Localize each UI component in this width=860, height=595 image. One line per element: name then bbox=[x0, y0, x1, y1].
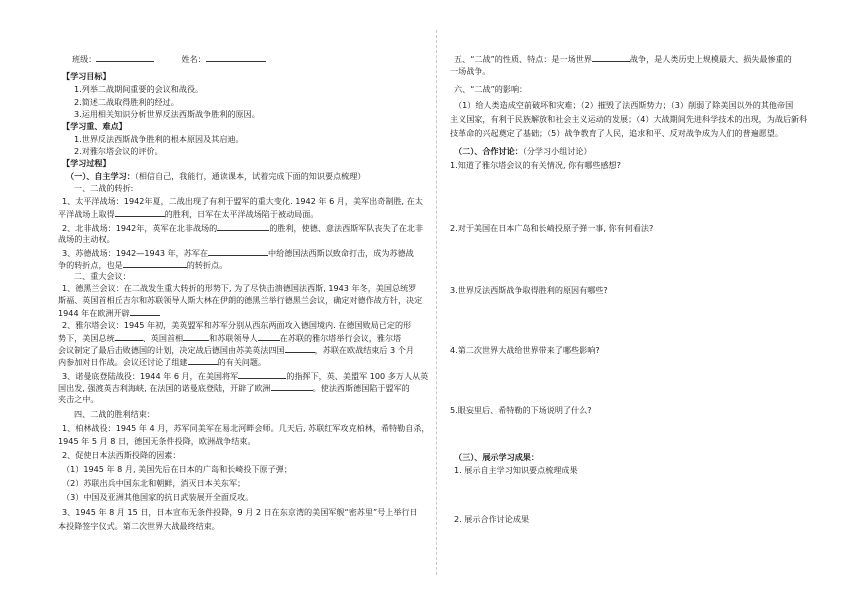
paragraph-line: （1）给人类造成空前破坏和灾难；（2）摧毁了法西斯势力；（3）削弱了除美国以外的其他帝国 bbox=[454, 100, 794, 110]
paragraph-line: 国出发, 强渡英吉利海峡, 在法国的诺曼底登陆，开辟了欧洲 。使法西斯德国陷于盟军的 bbox=[58, 383, 410, 393]
section-title: 二、重大会议： bbox=[74, 271, 131, 281]
paragraph-line: 主义国家，有利于民族解放和社会主义运动的发展；（4）大战期间先进科学技术的出现，为战后新科 bbox=[450, 114, 808, 124]
paragraph-line: 1945 年 5 月 8 日，德国无条件投降，欧洲战争结束。 bbox=[58, 436, 256, 446]
paragraph-line: 五、“二战”的性质、特点：是一场世界 战争，是人类历史上规模最大、损失最惨重的 bbox=[454, 54, 792, 64]
class-label: 班级： bbox=[72, 54, 97, 64]
paragraph-line: 内参加对日作战。会议还讨论了组建 的有关问题。 bbox=[58, 357, 267, 367]
paragraph-line: 技革命的兴起奠定了基础；（5）战争教育了人民，追求和平、反对战争成为人们的普遍愿望。 bbox=[450, 128, 783, 138]
paragraph-line: 1、太平洋战场：1942年夏，二战出现了有利于盟军的重大变化. 1942 年 6 月，美军出奇制胜, 在太 bbox=[62, 196, 423, 206]
list-item: （2）苏联出兵中国东北和朝鲜，消灭日本关东军； bbox=[62, 478, 246, 488]
paragraph-line: 本投降签字仪式。第二次世界大战最终结束。 bbox=[58, 521, 220, 531]
fill-blank[interactable] bbox=[115, 332, 143, 341]
paragraph-line: 1944 年在欧洲开辟 bbox=[58, 307, 160, 319]
list-item: （3）中国及亚洲其他国家的抗日武装展开全面反攻。 bbox=[62, 492, 254, 502]
discuss-title: （二）、合作讨论： bbox=[454, 146, 523, 156]
fill-blank[interactable] bbox=[188, 356, 218, 365]
fill-blank[interactable] bbox=[130, 307, 160, 316]
goal-item: 2.简述二战取得胜利的经过。 bbox=[74, 97, 179, 107]
paragraph-line: 斯福、英国首相丘吉尔和苏联领导人斯大林在伊朗的德黑兰举行德黑兰会议，确定对德作战方针，决定 bbox=[58, 295, 423, 305]
paragraph-line: 平洋战场上取得 的胜利，日军在太平洋战场陷于被动局面。 bbox=[58, 209, 319, 219]
question-item: 5.眼妄里后、希特勒的下场说明了什么? bbox=[450, 405, 592, 415]
question-item: 3.世界反法西斯战争取得胜利的原因有哪些? bbox=[450, 285, 608, 295]
paragraph-line: 夹击之中。 bbox=[58, 394, 99, 404]
fill-blank[interactable] bbox=[183, 332, 209, 341]
paragraph-line: 争的转折点，也是 的转折点。 bbox=[58, 260, 228, 270]
key-item: 2.对雅尔塔会议的评价。 bbox=[74, 146, 163, 156]
fill-blank[interactable] bbox=[208, 247, 268, 256]
section-title: 六、“二战”的影响： bbox=[454, 84, 528, 94]
discuss-heading bbox=[454, 146, 592, 157]
fill-blank[interactable] bbox=[115, 208, 165, 217]
paragraph-line: 会议制定了最后击败德国的计划，决定战后德国由苏美英法四国 ，苏联在欧战结束后 3 个月 bbox=[58, 345, 414, 355]
name-blank[interactable] bbox=[206, 53, 266, 62]
fill-blank[interactable] bbox=[271, 382, 313, 391]
goals-heading: 【学习目标】 bbox=[62, 71, 111, 81]
process-heading: 【学习过程】 bbox=[62, 158, 111, 168]
show-item: 2. 展示合作讨论成果 bbox=[454, 514, 530, 524]
self-study-note: （相信自己，我能行，通读课本，试着完成下面的知识要点梳理） bbox=[134, 171, 366, 181]
paragraph-line: 一场战争。 bbox=[450, 66, 491, 76]
fill-blank[interactable] bbox=[123, 259, 187, 268]
question-item: 1.知道了雅尔塔会议的有关情况, 你有哪些感想? bbox=[450, 160, 621, 170]
question-item: 4.第二次世界大战给世界带来了哪些影响? bbox=[450, 345, 600, 355]
section-title: 一、二战的转折: bbox=[74, 183, 134, 193]
paragraph-line: 2、促使日本法西斯投降的因素： bbox=[62, 450, 181, 460]
paragraph-line: 战场的主动权。 bbox=[58, 234, 115, 244]
paragraph-line: 1、德黑兰会议：在二战发生重大转折的形势下, 为了尽快击溃德国法西斯, 1943 年冬，美国总统罗 bbox=[62, 283, 417, 293]
paragraph-line: 势下，美国总统 、英国首相 和苏联领导人 在苏联的雅尔塔举行会议，雅尔塔 bbox=[58, 333, 402, 343]
name-label: 姓名： bbox=[181, 54, 206, 64]
goal-item: 1.列举二战期间重要的会议和战役。 bbox=[74, 84, 204, 94]
question-item: 2.对于美国在日本广岛和长崎投原子弹一事, 你有何看法? bbox=[450, 223, 654, 233]
fill-blank[interactable] bbox=[238, 370, 286, 379]
paragraph-line: 3、诺曼底登陆战役：1944 年 6 月，在美国将军 的指挥下，英、美盟军 100 多万人从英 bbox=[62, 371, 429, 381]
self-study-title: （一）、自主学习： bbox=[66, 171, 135, 181]
self-study-line bbox=[66, 171, 365, 182]
key-heading: 【学习重、难点】 bbox=[62, 121, 127, 131]
list-item: （1）1945 年 8 月, 美国先后在日本的广岛和长崎投下原子弹； bbox=[62, 464, 292, 474]
header-fields bbox=[72, 53, 266, 65]
paragraph-line: 1、柏林战役：1945 年 4 月，苏军同美军在易北河畔会师。几天后, 苏联红军攻克柏林，希特勒自杀， bbox=[62, 423, 430, 433]
goal-item: 3.运用相关知识分析世界反法西斯战争胜利的原因。 bbox=[74, 109, 260, 119]
fill-blank[interactable] bbox=[217, 222, 269, 231]
show-title: （三）、展示学习成果： bbox=[454, 452, 539, 462]
paragraph-line: 3、1945 年 8 月 15 日，日本宣布无条件投降，9 月 2 日在东京湾的美国军舰“密苏里”号上举行日 bbox=[62, 507, 418, 517]
section-title: 四、二战的胜利结束： bbox=[74, 409, 155, 419]
paragraph-line: 2、雅尔塔会议：1945 年初，美英盟军和苏军分别从西东两面攻入德国境内. 在德国败局已定的形 bbox=[62, 320, 412, 330]
fill-blank[interactable] bbox=[592, 53, 630, 62]
fill-blank[interactable] bbox=[285, 344, 315, 353]
class-blank[interactable] bbox=[96, 53, 154, 62]
fill-blank[interactable] bbox=[258, 332, 280, 341]
key-item: 1.世界反法西斯战争胜利的根本原因及其启迪。 bbox=[74, 134, 244, 144]
show-item: 1. 展示自主学习知识要点梳理成果 bbox=[454, 465, 578, 475]
paragraph-line: 2、北非战场：1942年，英军在北非战场的 的胜利，使德、意法西斯军队丧失了在北非 bbox=[62, 223, 424, 233]
column-divider bbox=[436, 30, 437, 575]
paragraph-line: 3、苏德战场：1942—1943 年，苏军在 中给德国法西斯以致命打击，成为苏德战 bbox=[62, 248, 414, 258]
discuss-note: （分学习小组讨论） bbox=[522, 146, 592, 156]
